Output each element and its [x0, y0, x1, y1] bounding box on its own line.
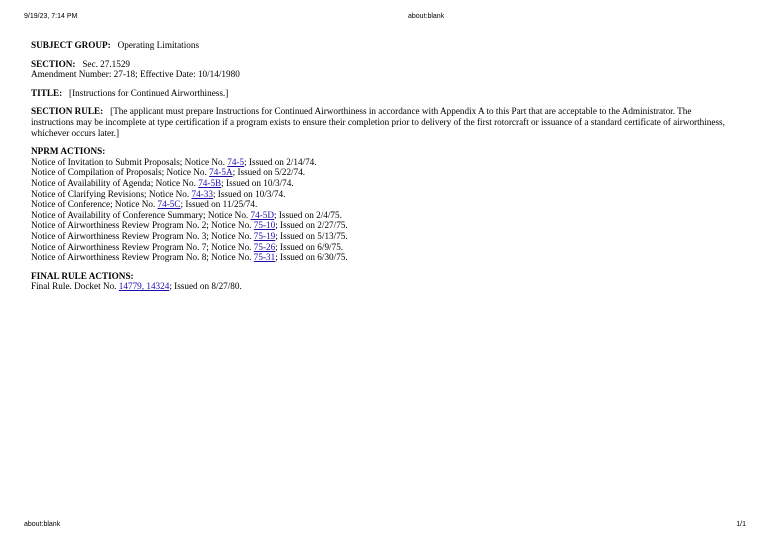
nprm-item-prefix: Notice of Airworthiness Review Program No. 7; Notice No.: [31, 241, 254, 252]
title-block: [31, 88, 731, 99]
nprm-item: [31, 231, 731, 242]
section-rule-label: SECTION RULE:: [31, 106, 104, 117]
final-rule-label: FINAL RULE ACTIONS:: [31, 270, 134, 281]
notice-link[interactable]: 75-19: [253, 230, 276, 241]
nprm-item-prefix: Notice of Availability of Conference Summary; Notice No.: [31, 209, 251, 220]
nprm-item-suffix: ; Issued on 2/4/75.: [274, 209, 342, 220]
nprm-item-suffix: ; Issued on 5/22/74.: [232, 167, 306, 178]
nprm-item-suffix: ; Issued on 10/3/74.: [212, 188, 286, 199]
nprm-item-prefix: Notice of Airworthiness Review Program No. 8; Notice No.: [31, 252, 254, 263]
nprm-item-suffix: ; Issued on 6/9/75.: [275, 241, 344, 252]
subject-group: [31, 40, 731, 51]
notice-link[interactable]: 74-5D: [250, 209, 274, 220]
print-footer-url: about:blank: [24, 521, 61, 528]
nprm-actions-label: NPRM ACTIONS:: [31, 146, 106, 157]
nprm-item-suffix: ; Issued on 6/30/75.: [275, 252, 348, 263]
title-label: TITLE:: [31, 87, 63, 98]
nprm-item: [31, 210, 731, 221]
notice-link[interactable]: 75-10: [253, 220, 276, 231]
nprm-item-suffix: ; Issued on 5/13/75.: [275, 230, 348, 241]
nprm-item-prefix: Notice of Airworthiness Review Program No. 2; Notice No.: [31, 220, 254, 231]
nprm-item-prefix: Notice of Clarifying Revisions; Notice No.: [31, 188, 192, 199]
nprm-item-prefix: Notice of Availability of Agenda; Notice No.: [31, 177, 199, 188]
final-rule-suffix: ; Issued on 8/27/80.: [169, 281, 242, 292]
nprm-item-suffix: ; Issued on 2/14/74.: [244, 156, 317, 167]
nprm-item: [31, 189, 731, 200]
subject-group-label: SUBJECT GROUP:: [31, 40, 111, 50]
section-label: SECTION:: [31, 58, 76, 69]
nprm-item-prefix: Notice of Invitation to Submit Proposals; Notice No.: [31, 156, 228, 167]
nprm-item-suffix: ; Issued on 11/25/74.: [180, 199, 258, 210]
nprm-actions: [31, 146, 731, 263]
title-value: [Instructions for Continued Airworthiness.]: [69, 87, 229, 98]
nprm-item: [31, 178, 731, 189]
nprm-item: [31, 199, 731, 210]
amendment-info: Amendment Number: 27-18; Effective Date: 10/14/1980: [31, 69, 240, 80]
nprm-list: [31, 157, 731, 263]
notice-link[interactable]: 74-5A: [209, 167, 233, 178]
section-rule-block: [31, 106, 731, 138]
nprm-item-prefix: Notice of Conference; Notice No.: [31, 199, 158, 210]
final-rule-actions: [31, 271, 731, 292]
nprm-item: [31, 167, 731, 178]
notice-link[interactable]: 74-5B: [198, 177, 222, 188]
nprm-item: [31, 220, 731, 231]
docket-link[interactable]: 14779, 14324: [118, 281, 170, 292]
nprm-item: [31, 242, 731, 253]
nprm-item-suffix: ; Issued on 10/3/74.: [221, 177, 294, 188]
final-rule-item: [31, 281, 731, 292]
notice-link[interactable]: 75-26: [253, 241, 276, 252]
nprm-item-prefix: Notice of Compilation of Proposals; Notice No.: [31, 167, 210, 178]
notice-link[interactable]: 74-33: [191, 188, 213, 199]
nprm-item-prefix: Notice of Airworthiness Review Program No. 3; Notice No.: [31, 230, 254, 241]
subject-group-value: Operating Limitations: [117, 40, 200, 50]
print-header-title: about:blank: [408, 13, 445, 20]
nprm-item: [31, 157, 731, 168]
notice-link[interactable]: 75-31: [253, 252, 276, 263]
notice-link[interactable]: 74-5: [227, 156, 245, 167]
section-value: Sec. 27.1529: [82, 58, 131, 69]
section-block: [31, 59, 731, 80]
section-rule-text: [The applicant must prepare Instructions for Continued Airworthiness in accordance with Appendix A to this Part that are acceptable to the Administrator. The instructions may be incomplete at type certification if a program exists to ensure their completion prior to delivery of the first rotorcraft or issuance of a standard certificate of airworthiness, whichever occurs later.]: [31, 106, 725, 138]
print-header-datetime: 9/19/23, 7:14 PM: [24, 13, 78, 20]
nprm-item-suffix: ; Issued on 2/27/75.: [275, 220, 348, 231]
notice-link[interactable]: 74-5C: [157, 199, 181, 210]
print-footer-page: 1/1: [736, 521, 746, 528]
final-rule-prefix: Final Rule. Docket No.: [31, 281, 119, 292]
nprm-item: [31, 252, 731, 263]
document-body: [31, 40, 731, 300]
